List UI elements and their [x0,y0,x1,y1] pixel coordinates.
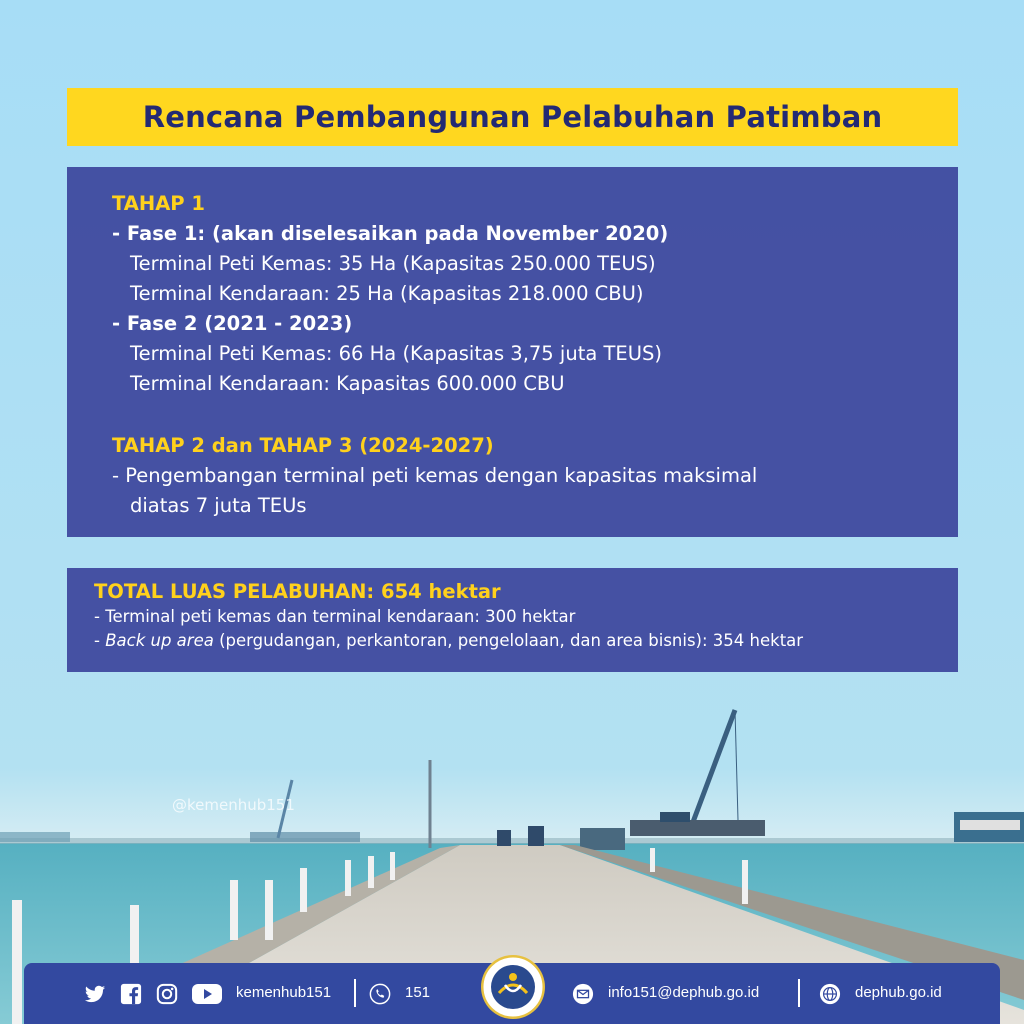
social-handle[interactable]: kemenhub151 [236,984,332,1001]
email-address[interactable]: info151@dephub.go.id [608,984,760,1001]
youtube-icon[interactable] [192,983,222,1005]
phase1-line: Terminal Kendaraan: 25 Ha (Kapasitas 218.000 CBU) [130,282,644,305]
divider [354,979,356,1007]
phase2-line: Terminal Peti Kemas: 66 Ha (Kapasitas 3,75 juta TEUS) [130,342,662,365]
stage23-heading: TAHAP 2 dan TAHAP 3 (2024-2027) [112,434,494,457]
phase1-heading: - Fase 1: (akan diselesaikan pada November 2020) [112,222,669,245]
page-title: Rencana Pembangunan Pelabuhan Patimban [142,100,883,134]
total-line-backup: - Back up area (pergudangan, perkantoran, pengelolaan, dan area bisnis): 354 hektar [94,631,804,650]
phase2-heading: - Fase 2 (2021 - 2023) [112,312,353,335]
facebook-icon[interactable] [120,983,142,1005]
phase1-line: Terminal Peti Kemas: 35 Ha (Kapasitas 250.000 TEUS) [130,252,656,275]
phase2-line: Terminal Kendaraan: Kapasitas 600.000 CBU [130,372,565,395]
stage23-line: diatas 7 juta TEUs [130,494,307,517]
phone-number[interactable]: 151 [405,984,431,1001]
backup-area-label: Back up area [105,631,214,650]
development-plan-panel [67,167,958,537]
instagram-icon[interactable] [156,983,178,1005]
stage23-line: - Pengembangan terminal peti kemas dengan kapasitas maksimal [112,464,758,487]
total-area-panel [67,568,958,672]
ministry-logo [481,955,545,1019]
email-icon [572,983,594,1005]
website-link[interactable]: dephub.go.id [855,984,942,1001]
total-line-terminal: - Terminal peti kemas dan terminal kendaraan: 300 hektar [94,607,576,626]
phone-icon [369,983,391,1005]
title-banner [67,88,958,146]
divider [798,979,800,1007]
globe-icon [819,983,841,1005]
stage1-heading: TAHAP 1 [112,192,205,215]
twitter-icon[interactable] [84,983,106,1005]
watermark: @kemenhub151 [172,796,295,814]
total-heading: TOTAL LUAS PELABUHAN: 654 hektar [94,580,501,603]
